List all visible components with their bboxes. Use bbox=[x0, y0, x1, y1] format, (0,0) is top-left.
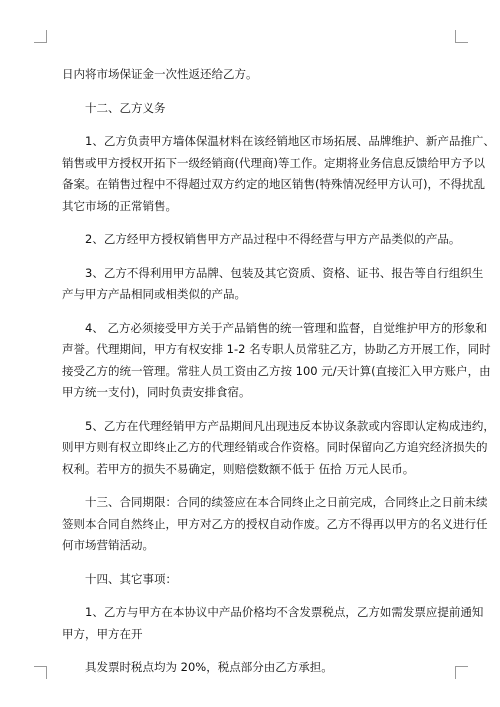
crop-mark-top-left bbox=[34, 30, 47, 43]
text-line: 产与甲方产品相同或相类似的产品。 bbox=[62, 287, 246, 301]
text-line: 权利。若甲方的损失不易确定，则赔偿数额不低于 伍拾 万元人民币。 bbox=[62, 461, 415, 476]
text-line: 其它市场的正常销售。 bbox=[62, 198, 177, 213]
text-line: 4、 乙方必须接受甲方关于产品销售的统一管理和监督，自觉维护甲方的形象和 bbox=[85, 320, 487, 335]
text-line: 3、乙方不得利用甲方品牌、包装及其它资质、资格、证书、报告等自行组织生 bbox=[85, 265, 484, 280]
text-line: 签则本合同自然终止，甲方对乙方的授权自动作废。乙方不得再以甲方的名义进行任 bbox=[62, 516, 488, 531]
section-heading: 十二、乙方义务 bbox=[85, 100, 166, 115]
text-line: 销售或甲方授权开拓下一级经销商(代理商)等工作。定期将业务信息反馈给甲方予以 bbox=[62, 155, 485, 170]
text-line: 2、乙方经甲方授权销售甲方产品过程中不得经营与甲方产品类似的产品。 bbox=[85, 232, 461, 246]
crop-mark-bottom-left bbox=[34, 666, 47, 679]
text-line: 5、乙方在代理经销甲方产品期间凡出现违反本协议条款或内容即认定构成违约， bbox=[85, 418, 495, 433]
text-line: 何市场营销活动。 bbox=[62, 538, 154, 552]
text-line: 日内将市场保证金一次性返还给乙方。 bbox=[62, 67, 258, 81]
text-line: 1、乙方与甲方在本协议中产品价格均不含发票税点，乙方如需发票应提前通知 bbox=[85, 605, 484, 619]
text-line: 具发票时税点均为 20%，税点部分由乙方承担。 bbox=[85, 660, 333, 674]
text-line: 备案。在销售过程中不得超过双方约定的地区销售(特殊情况经甲方认可)，不得扰乱 bbox=[62, 177, 485, 191]
section-heading: 十四、其它事项： bbox=[85, 571, 177, 586]
crop-mark-top-right bbox=[455, 30, 468, 43]
text-line: 1、乙方负责甲方墙体保温材料在该经销地区市场拓展、品牌维护、新产品推广、 bbox=[85, 134, 495, 148]
section-heading: 十三、合同期限：合同的续签应在本合同终止之日前完成，合同终止之日前未续 bbox=[85, 495, 488, 509]
text-line: 甲方统一支付)，同时负责安排食宿。 bbox=[62, 385, 251, 399]
text-line: 接受乙方的统一管理。常驻人员工资由乙方按 100 元/天计算(直接汇入甲方账户，由 bbox=[62, 363, 491, 378]
text-line: 则甲方则有权立即终止乙方的代理经销或合作资格。同时保留向乙方追究经济损失的 bbox=[62, 440, 488, 454]
text-line: 声誉。代理期间，甲方有权安排 1-2 名专职人员常驻乙方，协助乙方开展工作，同时 bbox=[62, 342, 491, 356]
document-body bbox=[62, 64, 495, 679]
text-line: 甲方，甲方在开 bbox=[62, 626, 143, 641]
crop-mark-bottom-right bbox=[455, 666, 468, 679]
